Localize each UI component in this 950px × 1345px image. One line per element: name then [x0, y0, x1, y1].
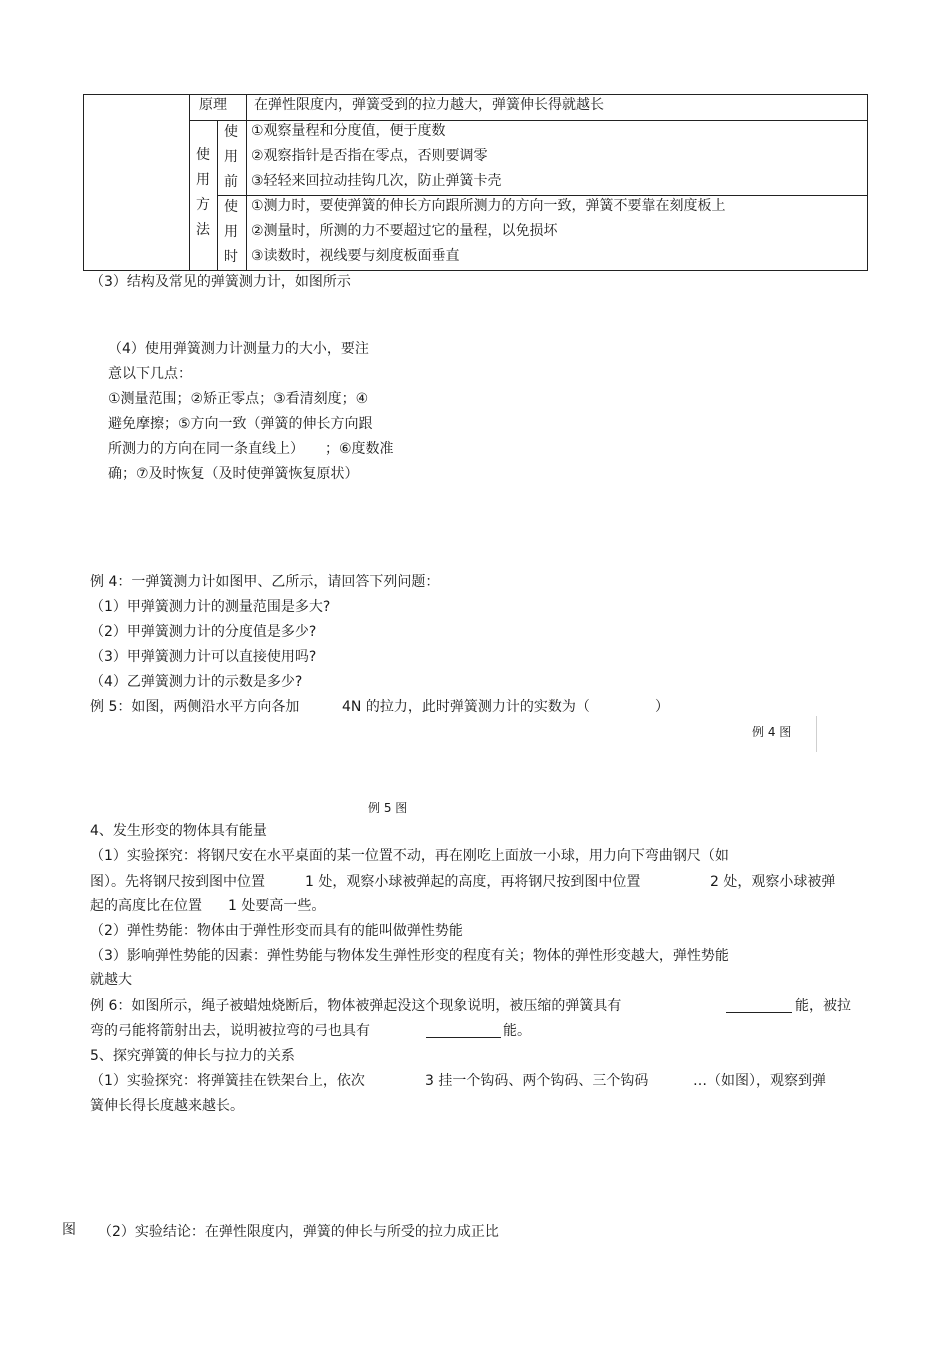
factors-line: 就越大	[90, 972, 132, 988]
section4-line: 确；⑦及时恢复（及时使弹簧恢复原状）	[108, 466, 359, 482]
before-item: ①观察量程和分度值，便于度数	[251, 123, 446, 139]
example6-line: 弯的弓能将箭射出去，说明被拉弯的弓也具有	[90, 1023, 370, 1039]
spring-exp-line: 簧伸长得长度越来越长。	[90, 1098, 244, 1114]
before-label-char: 前	[224, 174, 238, 190]
example5-figure-caption: 例 5 图	[368, 801, 408, 815]
answer-blank[interactable]	[726, 996, 792, 1013]
energy-exp-line: 1 处，观察小球被弹起的高度，再将钢尺按到图中位置	[305, 874, 641, 890]
before-label-char: 使	[224, 124, 238, 140]
spring-exp-line: …（如图），观察到弹	[693, 1073, 826, 1089]
section4-line: 意以下几点：	[108, 366, 192, 382]
example4-question: （1）甲弹簧测力计的测量范围是多大?	[90, 599, 331, 615]
section3-text: （3）结构及常见的弹簧测力计，如图所示	[90, 274, 351, 290]
spring-heading: 5、探究弹簧的伸长与拉力的关系	[90, 1048, 295, 1064]
example4-question: （4）乙弹簧测力计的示数是多少?	[90, 674, 303, 690]
example4-question: （3）甲弹簧测力计可以直接使用吗?	[90, 649, 317, 665]
during-item: ③读数时，视线要与刻度板面垂直	[251, 248, 460, 264]
spring-conclusion: （2）实验结论：在弹性限度内，弹簧的伸长与所受的拉力成正比	[98, 1224, 499, 1240]
energy-exp-line: （1）实验探究：将钢尺安在水平桌面的某一位置不动，再在刚吃上面放一小球，用力向下弯曲钢尺（如	[90, 848, 729, 864]
example4-question: （2）甲弹簧测力计的分度值是多少?	[90, 624, 317, 640]
example5-text-a: 例 5：如图，两侧沿水平方向各加	[90, 699, 300, 715]
method-label-char: 方	[196, 197, 210, 213]
section4-line: （4）使用弹簧测力计测量力的大小，要注	[108, 341, 369, 357]
energy-exp-line: 起的高度比在位置	[90, 898, 202, 914]
figure-edge	[816, 716, 817, 752]
energy-heading: 4、发生形变的物体具有能量	[90, 823, 267, 839]
before-item: ③轻轻来回拉动挂钩几次，防止弹簧卡壳	[251, 173, 502, 189]
example4-figure-caption: 例 4 图	[752, 725, 792, 739]
example5-text-c: ）	[655, 699, 669, 715]
section4-line: 所测力的方向在同一条直线上） ；⑥度数准	[108, 441, 394, 457]
answer-blank[interactable]	[426, 1021, 501, 1038]
method-label-char: 使	[196, 147, 210, 163]
energy-exp-line: 2 处，观察小球被弹	[710, 874, 836, 890]
principle-label: 原理	[199, 97, 227, 113]
during-item: ①测力时，要使弹簧的伸长方向跟所测力的方向一致，弹簧不要靠在刻度板上	[251, 198, 726, 214]
spring-exp-line: 3 挂一个钩码、两个钩码、三个钩码	[425, 1073, 649, 1089]
example6-line: 能，被拉	[795, 998, 851, 1014]
section4-line: 避免摩擦；⑤方向一致（弹簧的伸长方向跟	[108, 416, 373, 432]
energy-exp-line: 1 处要高一些。	[228, 898, 326, 914]
during-label-char: 用	[224, 224, 238, 240]
energy-exp-line: 图）。先将钢尺按到图中位置	[90, 874, 265, 890]
figure-label: 图	[62, 1222, 76, 1238]
factors-line: （3）影响弹性势能的因素：弹性势能与物体发生弹性形变的程度有关；物体的弹性形变越大，弹性势能	[90, 948, 729, 964]
spring-exp-line: （1）实验探究：将弹簧挂在铁架台上，依次	[90, 1073, 365, 1089]
example6-line: 例 6：如图所示，绳子被蜡烛烧断后，物体被弹起没这个现象说明，被压缩的弹簧具有	[90, 998, 622, 1014]
during-label-char: 使	[224, 199, 238, 215]
during-item: ②测量时，所测的力不要超过它的量程，以免损坏	[251, 223, 558, 239]
example5-text-b: 4N 的拉力，此时弹簧测力计的实数为（	[342, 699, 590, 715]
during-label-char: 时	[224, 249, 238, 265]
before-label-char: 用	[224, 149, 238, 165]
example6-line: 能。	[503, 1023, 531, 1039]
example4-title: 例 4：一弹簧测力计如图甲、乙所示，请回答下列问题：	[90, 574, 440, 590]
elastic-pe-definition: （2）弹性势能：物体由于弹性形变而具有的能叫做弹性势能	[90, 923, 463, 939]
method-label-char: 法	[196, 222, 210, 238]
before-item: ②观察指针是否指在零点，否则要调零	[251, 148, 488, 164]
principle-text: 在弹性限度内，弹簧受到的拉力越大，弹簧伸长得就越长	[254, 97, 604, 113]
method-label-char: 用	[196, 172, 210, 188]
section4-line: ①测量范围；②矫正零点；③看清刻度；④	[108, 391, 369, 407]
